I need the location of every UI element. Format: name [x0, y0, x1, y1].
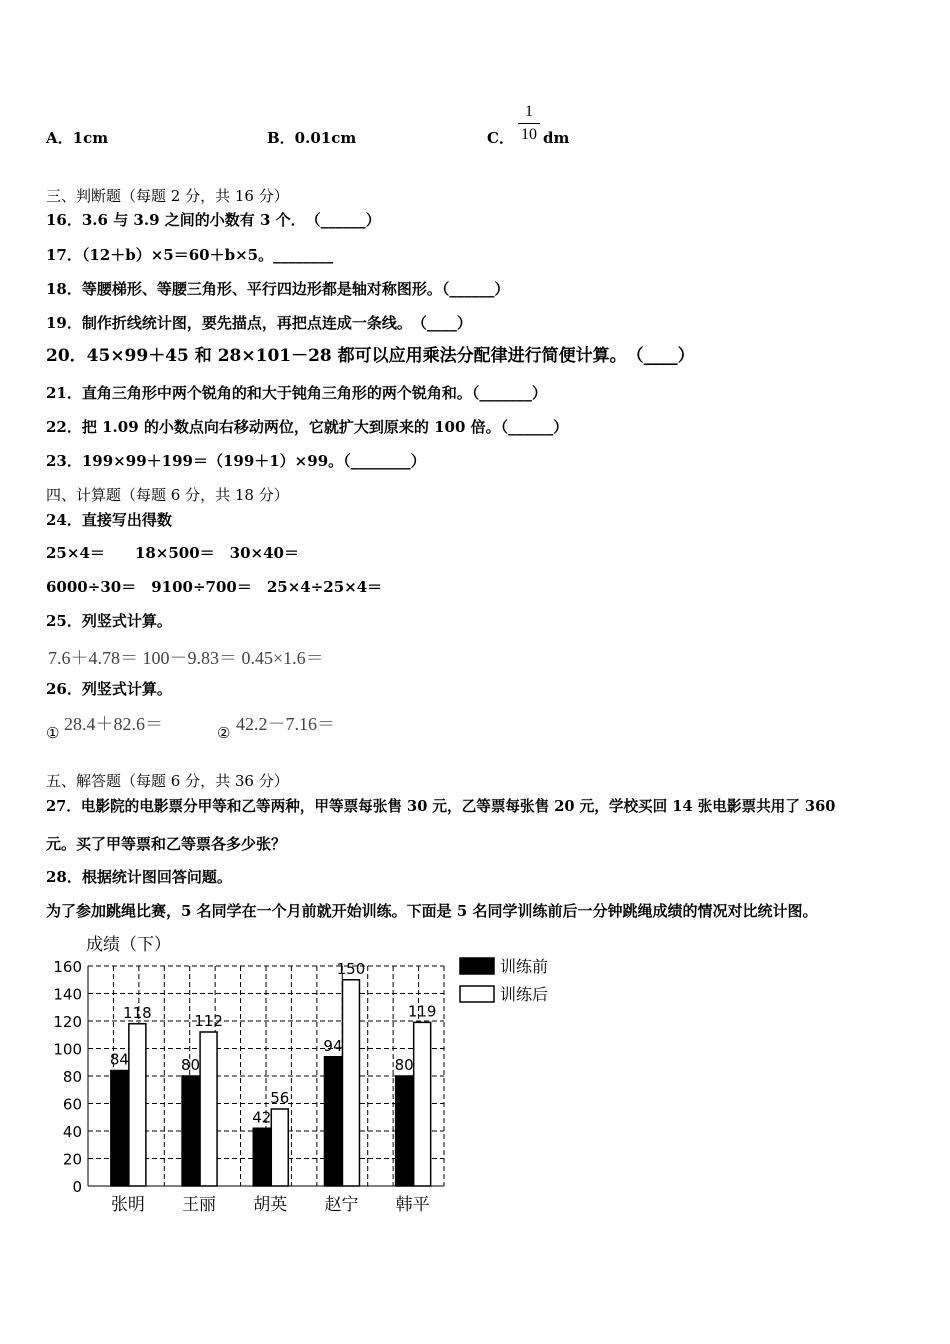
question-24-row1: 25×4＝ 18×500＝ 30×40＝ — [46, 544, 299, 562]
y-tick-label: 40 — [62, 1123, 82, 1141]
option-c-prefix: C． — [487, 129, 514, 147]
bar-before-training — [324, 1057, 341, 1186]
question-16: 16．3.6 与 3.9 之间的小数有 3 个． （______） — [46, 211, 381, 229]
bar-value-label: 112 — [194, 1012, 223, 1030]
question-18: 18．等腰梯形、等腰三角形、平行四边形都是轴对称图形。（______） — [46, 280, 510, 298]
y-tick-label: 120 — [53, 1013, 82, 1031]
bar-before-training — [253, 1128, 270, 1186]
question-23: 23．199×99＋199＝（199＋1）×99。（________） — [46, 452, 426, 470]
question-24: 24．直接写出得数 — [46, 511, 172, 529]
question-26-expression-2: 42.2－7.16＝ — [236, 714, 335, 734]
y-tick-label: 60 — [62, 1095, 82, 1114]
bar-before-training — [111, 1071, 128, 1187]
bar-value-label: 56 — [270, 1089, 290, 1107]
x-category-label: 赵宁 — [324, 1195, 359, 1215]
option-c-fraction — [518, 103, 540, 144]
bar-before-training — [182, 1076, 199, 1186]
option-b: B．0.01cm — [267, 129, 357, 147]
y-tick-label: 160 — [53, 958, 82, 976]
bar-before-training — [396, 1076, 413, 1186]
bar-after-training — [342, 980, 359, 1186]
bar-value-label: 80 — [394, 1056, 414, 1074]
legend-label: 训练前 — [500, 957, 549, 976]
question-26-marker-1: ① — [46, 724, 60, 742]
question-22: 22．把 1.09 的小数点向右移动两位，它就扩大到原来的 100 倍。（______） — [46, 418, 569, 436]
question-26: 26．列竖式计算。 — [46, 680, 172, 698]
bar-after-training — [200, 1032, 217, 1186]
x-category-label: 张明 — [110, 1195, 145, 1215]
question-19: 19．制作折线统计图，要先描点，再把点连成一条线。 （____） — [46, 314, 472, 332]
x-category-label: 王丽 — [182, 1195, 217, 1215]
fraction-bar — [518, 123, 540, 124]
y-axis-title: 成绩（下） — [86, 935, 171, 955]
question-20: 20．45×99＋45 和 28×101－28 都可以应用乘法分配律进行简便计算。 （____） — [46, 346, 695, 366]
jump-rope-bar-chart — [46, 928, 566, 1218]
section4-title: 四、计算题（每题 6 分，共 18 分） — [46, 486, 289, 504]
bar-after-training — [414, 1022, 431, 1186]
bar-value-label: 118 — [123, 1003, 152, 1022]
bar-value-label: 80 — [181, 1056, 201, 1074]
x-category-label: 胡英 — [253, 1195, 288, 1215]
legend-swatch — [460, 986, 494, 1002]
question-25: 25．列竖式计算。 — [46, 612, 172, 630]
bar-after-training — [129, 1024, 146, 1186]
y-tick-label: 100 — [53, 1040, 82, 1059]
y-tick-label: 0 — [72, 1178, 82, 1196]
question-28-description: 为了参加跳绳比赛，5 名同学在一个月前就开始训练。下面是 5 名同学训练前后一分钟跳绳成绩的情况对比统计图。 — [46, 902, 818, 920]
x-category-label: 韩平 — [395, 1195, 430, 1215]
question-21: 21．直角三角形中两个锐角的和大于钝角三角形的两个锐角和。（_______） — [46, 384, 547, 402]
fraction-numerator: 1 — [525, 103, 533, 120]
y-tick-label: 80 — [62, 1068, 82, 1086]
bar-after-training — [271, 1109, 288, 1186]
question-27-line1: 27．电影院的电影票分甲等和乙等两种，甲等票每张售 30 元，乙等票每张售 20 元，学校买回 14 张电影票共用了 360 — [46, 798, 836, 815]
question-26-marker-2: ② — [217, 724, 231, 742]
section3-title: 三、判断题（每题 2 分，共 16 分） — [46, 187, 289, 205]
legend-label: 训练后 — [500, 985, 549, 1004]
bar-value-label: 84 — [109, 1050, 129, 1069]
question-17: 17．（12＋b）×5＝60＋b×5。________ — [46, 246, 334, 264]
option-a: A．1cm — [46, 129, 109, 147]
fraction-denominator: 10 — [521, 126, 537, 143]
question-28: 28．根据统计图回答问题。 — [46, 868, 232, 886]
question-27-line2: 元。买了甲等票和乙等票各多少张？ — [46, 835, 287, 853]
question-24-row2: 6000÷30＝ 9100÷700＝ 25×4÷25×4＝ — [46, 578, 383, 596]
question-26-expression-1: 28.4＋82.6＝ — [64, 714, 163, 734]
option-c-unit: dm — [543, 129, 570, 147]
bar-value-label: 42 — [252, 1108, 272, 1127]
bar-value-label: 150 — [336, 959, 366, 978]
section5-title: 五、解答题（每题 6 分，共 36 分） — [46, 772, 289, 790]
bar-value-label: 94 — [323, 1036, 343, 1055]
y-tick-label: 20 — [62, 1150, 82, 1169]
legend-swatch — [460, 958, 494, 974]
question-25-expressions: 7.6＋4.78＝ 100－9.83＝ 0.45×1.6＝ — [48, 648, 324, 668]
y-tick-label: 140 — [53, 985, 82, 1004]
bar-value-label: 119 — [407, 1002, 437, 1021]
